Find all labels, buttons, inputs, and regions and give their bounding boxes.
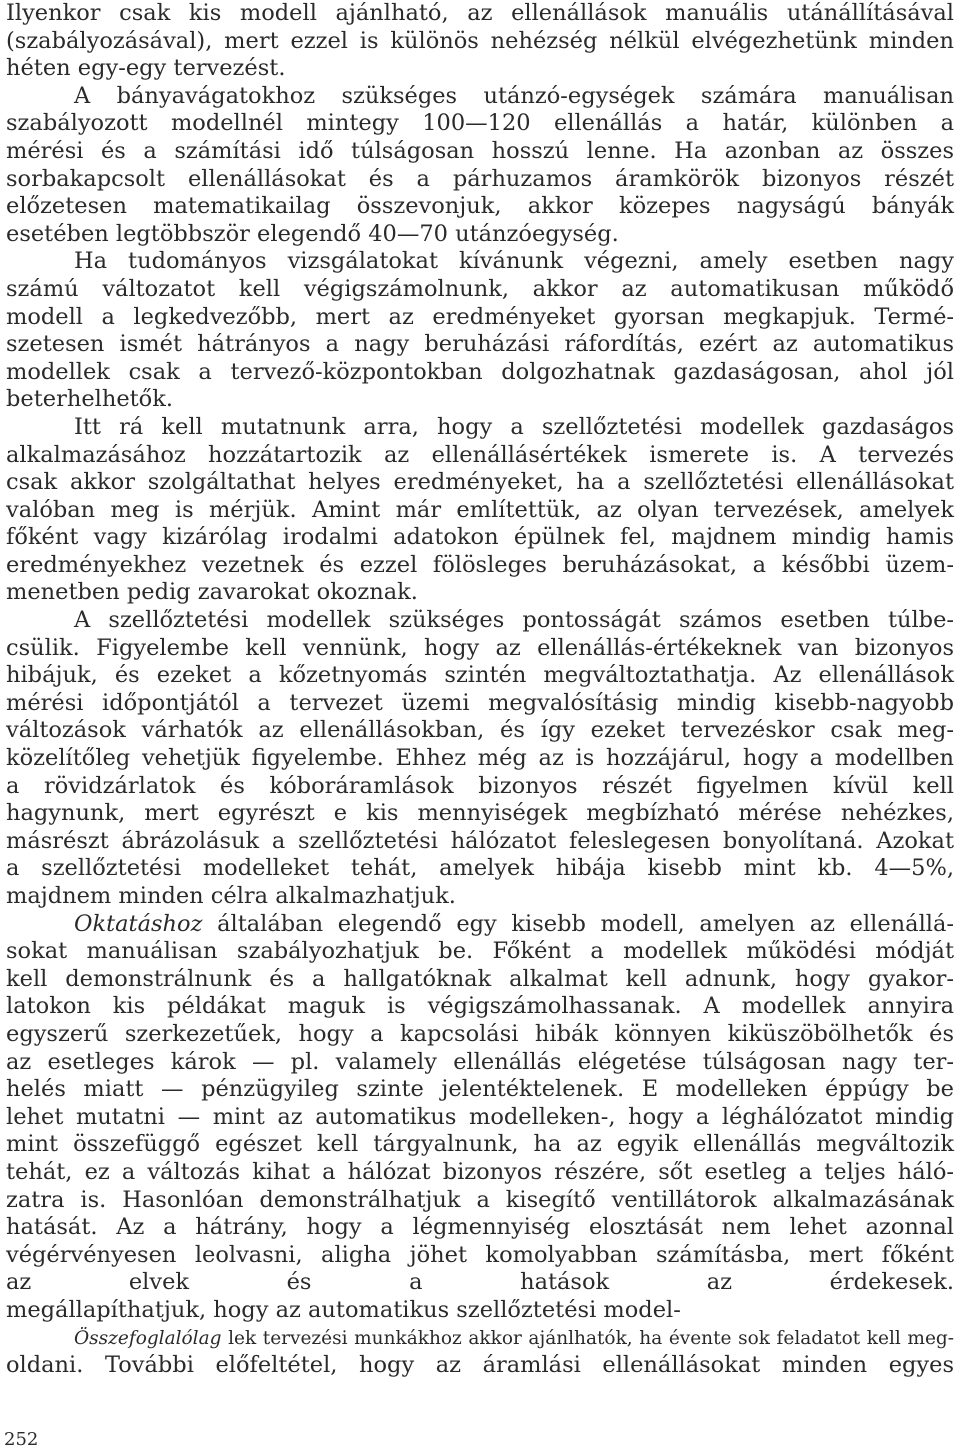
- text-line-rest: lek tervezési munkákhoz akkor ajánlhatók, ha évente sok feladatot kell meg-: [228, 1327, 954, 1349]
- text-line: esetében legtöbbször elegendő 40—70 utánzóegység.: [6, 220, 619, 247]
- text-line: oldani. További előfeltétel, hogy az áramlási ellenállásokat minden egyes: [6, 1352, 954, 1379]
- text-line: héten egy-egy tervezést.: [6, 55, 286, 82]
- text-line: (szabályozásával), mert ezzel is különös nehézség nélkül elvégezhetünk minden: [6, 27, 954, 54]
- text-line: A bányavágatokhoz szükséges utánzó-egységek számára manuálisan: [74, 82, 954, 109]
- text-line: tehát, ez a változás kihat a hálózat bizonyos részére, sőt esetleg a teljes háló-: [6, 1158, 954, 1185]
- text-line: [6, 1380, 954, 1408]
- text-line: kell demonstrálnunk és a hallgatóknak alkalmat kell adnunk, hogy gyakor-: [6, 965, 954, 992]
- text-line: A szellőztetési modellek szükséges pontosságát számos esetben túlbe-: [74, 607, 954, 634]
- text-line: eredményekhez vezetnek és ezzel fölösleges beruházásokat, a későbbi üzem-: [6, 551, 954, 578]
- text-line: változások várhatók az ellenállásokban, és így ezeket tervezéskor csak meg-: [6, 717, 954, 744]
- text-line: modell a legkedvezőbb, mert az eredményeket gyorsan megkapjuk. Termé-: [6, 303, 954, 330]
- text-line: végérvényesen leolvasni, aligha jöhet komolyabban számításba, mert főként: [6, 1241, 954, 1268]
- text-line: menetben pedig zavarokat okoznak.: [6, 579, 418, 606]
- text-line: mérési és a számítási idő túlságosan hosszú lenne. Ha azonban az összes: [6, 137, 954, 164]
- text-line: Ilyenkor csak kis modell ajánlható, az ellenállások manuális utánállításával: [6, 0, 954, 26]
- text-line: helés miatt — pénzügyileg szinte jelentéktelenek. E modelleken éppúgy be: [6, 1076, 954, 1103]
- text-line-rest: általában elegendő egy kisebb modell, amelyen az ellenállá-: [217, 910, 954, 937]
- text-line: a rövidzárlatok és kóboráramlások bizonyos részét figyelmen kívül kell: [6, 772, 954, 799]
- text-line: latokon kis példákat maguk is végigszámolhassanak. A modellek annyira: [6, 993, 954, 1020]
- text-line: a szellőztetési modelleket tehát, amelyek hibája kisebb mint kb. 4—5%,: [6, 855, 954, 882]
- text-line: mint összefüggő egészet kell tárgyalnunk, ha az egyik ellenállás megváltozik: [6, 1131, 954, 1158]
- text-line: modellek csak a tervező-központokban dolgozhatnak gazdaságosan, ahol jól: [6, 358, 954, 385]
- text-line: alkalmazásához hozzátartozik az ellenállásértékek ismerete is. A tervezés: [6, 441, 954, 468]
- text-line: mérési időpontjától a tervezet üzemi megvalósításig mindig kisebb-nagyobb: [6, 689, 954, 716]
- text-line: Ha tudományos vizsgálatokat kívánunk végezni, amely esetben nagy: [74, 248, 954, 275]
- text-line: zatra is. Hasonlóan demonstrálhatjuk a kisegítő ventillátorok alkalmazásának: [6, 1186, 954, 1213]
- text-line: csak akkor szolgáltathat helyes eredményeket, ha a szellőztetési ellenállásokat: [6, 469, 954, 496]
- text-line: az elvek és a hatások az érdekesek.: [6, 1269, 954, 1296]
- text-line: sokat manuálisan szabályozhatjuk be. Főként a modellek működési módját: [6, 938, 954, 965]
- text-line: egyszerű szerkezetűek, hogy a kapcsolási hibák könnyen kiküszöbölhetők és: [6, 1020, 954, 1047]
- text-line: az esetleges károk — pl. valamely ellenállás elégetése túlságosan nagy ter-: [6, 1048, 954, 1075]
- text-line: szetesen ismét hátrányos a nagy beruházási ráfordítás, ezért az automatikus: [6, 331, 954, 358]
- text-line: majdnem minden célra alkalmazhatjuk.: [6, 883, 456, 909]
- text-line: megállapíthatjuk, hogy az automatikus szellőztetési model-: [6, 1296, 681, 1323]
- text-line: szabályozott modellnél mintegy 100—120 ellenállás a határ, különben a: [6, 110, 954, 137]
- text-line: számú változatot kell végigszámolnunk, akkor az automatikusan működő: [6, 275, 954, 302]
- italic-lead: Oktatáshoz: [74, 910, 203, 937]
- text-line: valóban meg is mérjük. Amint már említettük, az olyan tervezések, amelyek: [6, 496, 954, 523]
- text-line: hibájuk, és ezeket a kőzetnyomás szintén megváltoztathatja. Az ellenállások: [6, 662, 954, 689]
- text-line: [6, 911, 954, 939]
- text-line: közelítőleg vehetjük figyelembe. Ehhez még az is hozzájárul, hogy a modellben: [6, 745, 954, 772]
- document-page: [6, 0, 954, 1407]
- text-line: csülik. Figyelembe kell vennünk, hogy az ellenállás-értékeknek van bizonyos: [6, 634, 954, 661]
- text-line: hagynunk, mert egyrészt e kis mennyiségek megbízható mérése nehézkes,: [6, 800, 954, 827]
- text-line: sorbakapcsolt ellenállásokat és a párhuzamos áramkörök bizonyos részét: [6, 165, 954, 192]
- text-line: lehet mutatni — mint az automatikus modelleken-, hogy a léghálózatot mindig: [6, 1103, 954, 1130]
- text-line: főként vagy kizárólag irodalmi adatokon épülnek fel, majdnem mindig hamis: [6, 524, 954, 551]
- text-line: másrészt ábrázolásuk a szellőztetési hálózatot feleslegesen bonyolítaná. Azokat: [6, 827, 954, 854]
- italic-lead: Összefoglalólag: [74, 1327, 222, 1349]
- text-line: hatását. Az a hátrány, hogy a légmennyiség elosztását nem lehet azonnal: [6, 1214, 954, 1241]
- text-line: beterhelhetők.: [6, 386, 174, 413]
- text-line: [6, 1325, 954, 1353]
- page-number: 252: [4, 1429, 39, 1450]
- text-line: Itt rá kell mutatnunk arra, hogy a szellőztetési modellek gazdaságos: [74, 413, 954, 440]
- text-line: előzetesen matematikailag összevonjuk, akkor közepes nagyságú bányák: [6, 193, 954, 220]
